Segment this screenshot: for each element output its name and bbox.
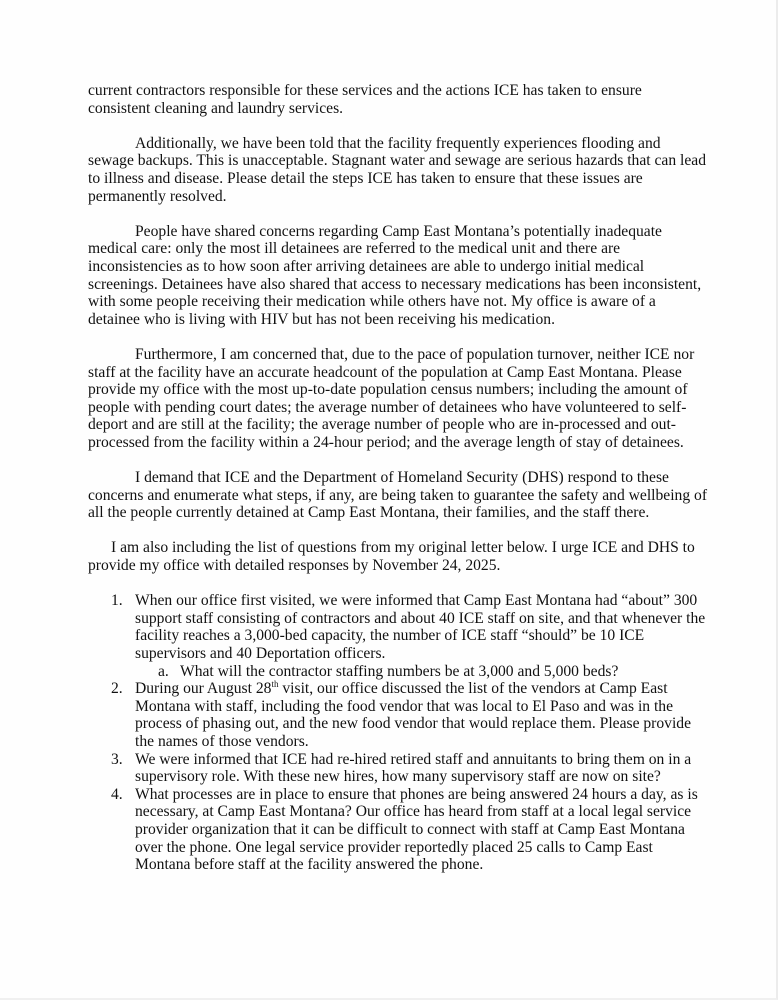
subitem-text: What will the contractor staffing numbers be at 3,000 and 5,000 beds? [180,662,619,680]
question-number: 4. [111,785,123,803]
question-item [88,751,708,786]
paragraph-headcount: Furthermore, I am concerned that, due to the pace of population turnover, neither ICE nor staff at the facility have an accurate headcount of the population at Camp East Montana. Please provide my office with the most up-to-date population census numbers; including the amount of people with pending court dates; the average number of detainees who have volunteered to self-deport and are still at the facility; the average number of people who are in-processed and out-processed from the facility within a 24-hour period; and the average length of stay of detainees. [88,345,695,451]
subitem-letter: a. [158,662,169,680]
paragraph-demand: I demand that ICE and the Department of Homeland Security (DHS) respond to these concerns and enumerate what steps, if any, are being taken to guarantee the safety and wellbeing of all the people currently detained at Camp East Montana, their families, and the staff there. [88,469,708,522]
ordinal-superscript: th [271,679,279,690]
question-number: 3. [111,750,123,768]
letter-body [88,82,708,874]
paragraph-flooding: Additionally, we have been told that the facility frequently experiences flooding and sewage backups. This is unacceptable. Stagnant water and sewage are serious hazards that can lead to illness and disease. Please detail the steps ICE has taken to ensure that these issues are permanently resolved. [88,134,707,205]
question-item [88,680,708,750]
paragraph-questions-intro: I am also including the list of questions from my original letter below. I urge ICE and DHS to provide my office with detailed responses by November 24, 2025. [88,539,695,575]
paragraph-continuation: current contractors responsible for these services and the actions ICE has taken to ensure consistent cleaning and laundry services. [88,82,642,117]
question-number: 2. [111,680,123,698]
questions-list [88,592,708,874]
question-text: We were informed that ICE had re-hired retired staff and annuitants to bring them on in a supervisory role. With these new hires, how many supervisory staff are now on site? [135,750,692,786]
paragraph-medical-care: People have shared concerns regarding Camp East Montana’s potentially inadequate medical care: only the most ill detainees are referred to the medical unit and there are inconsistencies as to how soon after arriving detainees are able to undergo initial medical screenings. Detainees have also shared that access to necessary medications has been inconsistent, with some people receiving their medication while others have not. My office is aware of a detainee who is living with HIV but has not been receiving his medication. [88,222,702,328]
question-text: When our office first visited, we were informed that Camp East Montana had “about” 300 support staff consisting of contractors and about 40 ICE staff on site, and that whenever the facility reaches a 3,000-bed capacity, the number of ICE staff “should” be 10 ICE supervisors and 40 Deportation officers. [135,592,706,662]
question-item [88,786,708,874]
question-number: 1. [111,592,123,610]
question-text-part: During our August 28 [135,680,272,698]
question-item [88,592,708,680]
question-subitem [135,663,708,681]
question-text: What processes are in place to ensure that phones are being answered 24 hours a day, as is necessary, at Camp East Montana? Our office has heard from staff at a local legal service provider organization that it can be difficult to connect with staff at Camp East Montana over the phone. One legal service provider reportedly placed 25 calls to Camp East Montana before staff at the facility answered the phone. [135,785,698,874]
question-text-part: visit, our office discussed the list of the vendors at Camp East Montana with staff, including the food vendor that was local to El Paso and was in the process of phasing out, and the new food vendor that would replace them. Please provide the names of those vendors. [135,680,692,750]
